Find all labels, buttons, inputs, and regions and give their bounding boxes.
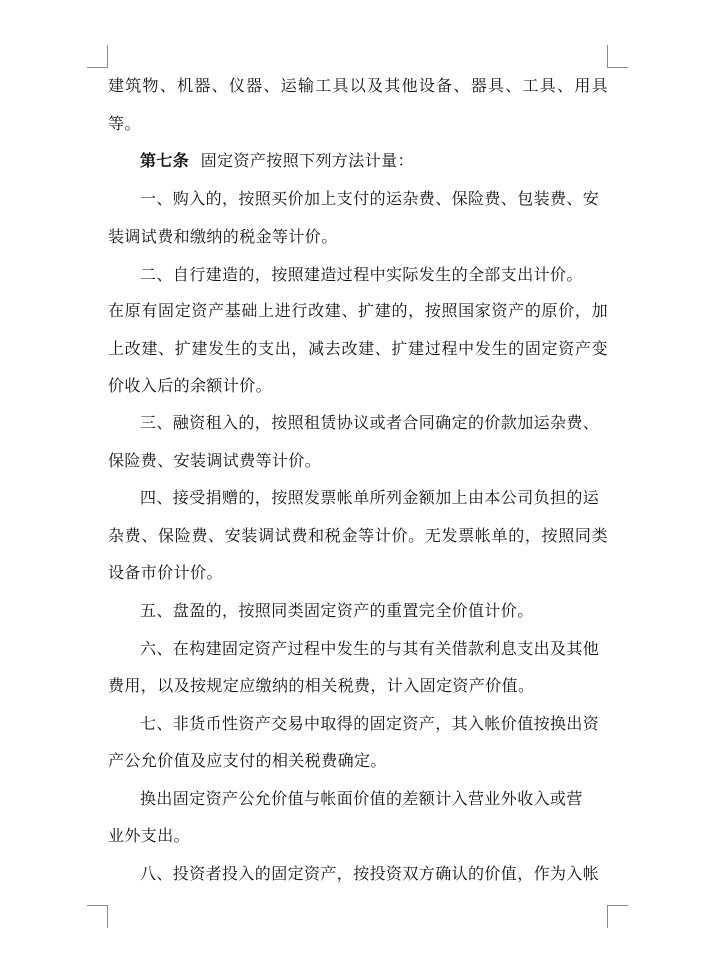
text-line: 业外支出。 — [108, 826, 191, 845]
text-line: 在原有固定资产基础上进行改建、扩建的，按照国家资产的原价，加 — [108, 301, 608, 320]
article-heading — [140, 151, 640, 171]
article-title: 固定资产按照下列方法计量： — [200, 151, 414, 170]
text-line: 一、购入的，按照买价加上支付的运杂费、保险费、包装费、安 — [140, 189, 600, 208]
text-line: 保险费、安装调试费等计价。 — [108, 451, 322, 470]
corner-mark-bottom-left — [87, 905, 108, 928]
text-line: 二、自行建造的，按照建造过程中实际发生的全部支出计价。 — [140, 265, 583, 284]
text-line: 价收入后的余额计价。 — [108, 376, 273, 395]
text-line: 建筑物、机器、仪器、运输工具以及其他设备、器具、工具、用具 — [108, 76, 608, 95]
text-line: 五、盘盈的，按照同类固定资产的重置完全价值计价。 — [140, 601, 534, 620]
corner-mark-top-right — [607, 45, 628, 68]
text-line: 费用，以及按规定应缴纳的相关税费，计入固定资产价值。 — [108, 676, 535, 695]
corner-mark-top-left — [87, 45, 108, 68]
text-line: 七、非货币性资产交易中取得的固定资产，其入帐价值按换出资 — [140, 714, 600, 733]
text-line: 杂费、保险费、安装调试费和税金等计价。无发票帐单的，按照同类 — [108, 526, 608, 545]
text-line: 装调试费和缴纳的税金等计价。 — [108, 227, 338, 246]
text-line: 八、投资者投入的固定资产，按投资双方确认的价值，作为入帐 — [140, 864, 600, 883]
text-line: 设备市价计价。 — [108, 563, 223, 582]
text-line: 四、接受捐赠的，按照发票帐单所列金额加上由本公司负担的运 — [140, 488, 600, 507]
corner-mark-bottom-right — [607, 905, 628, 928]
text-line: 产公允价值及应支付的相关税费确定。 — [108, 751, 387, 770]
text-line: 上改建、扩建发生的支出，减去改建、扩建过程中发生的固定资产变 — [108, 339, 608, 358]
article-number: 第七条 — [140, 151, 190, 170]
text-line: 六、在构建固定资产过程中发生的与其有关借款利息支出及其他 — [140, 639, 600, 658]
text-line: 等。 — [108, 114, 141, 133]
text-line: 三、融资租入的，按照租赁协议或者合同确定的价款加运杂费、 — [140, 413, 600, 432]
text-line: 换出固定资产公允价值与帐面价值的差额计入营业外收入或营 — [140, 789, 583, 808]
